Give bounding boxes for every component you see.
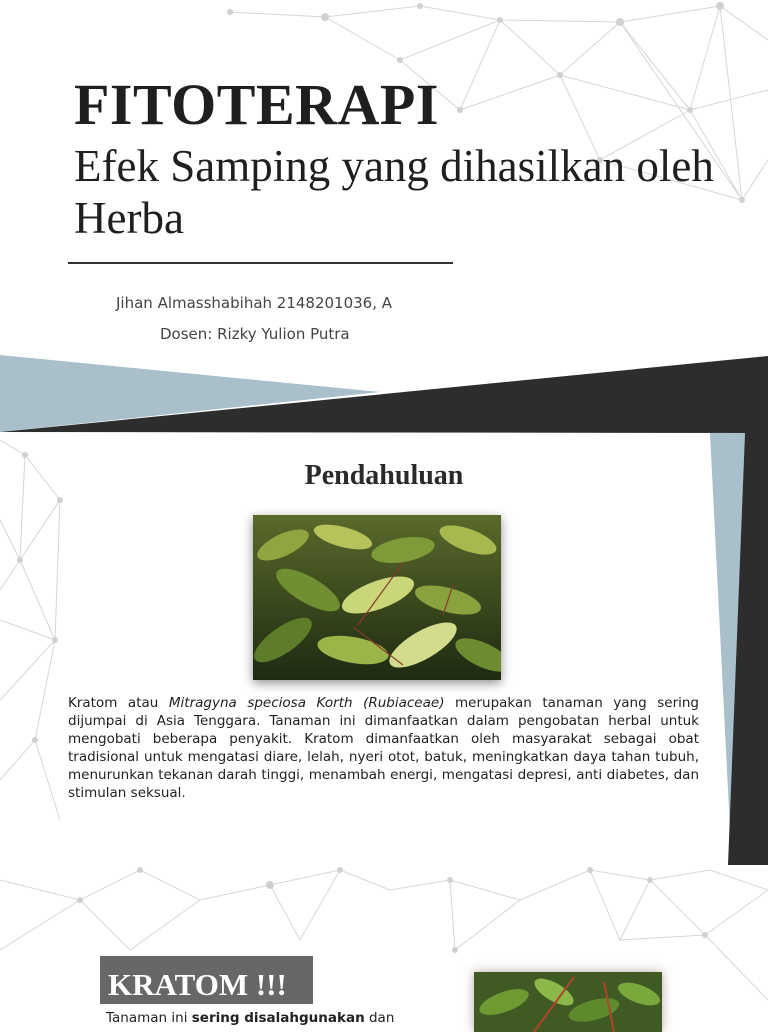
para-species: Mitragyna speciosa Korth (Rubiaceae): [168, 695, 445, 711]
para-lead: Kratom atau: [68, 695, 159, 711]
page-title: FITOTERAPI: [74, 72, 439, 137]
intro-paragraph: [68, 694, 699, 802]
page-subtitle: Efek Samping yang dihasilkan oleh Herba: [74, 141, 714, 243]
author-line: Jihan Almasshabihah 2148201036, A: [116, 294, 393, 312]
para-rest: merupakan tanaman yang sering dijumpai di Asia Tenggara. Tanaman ini dimanfaatkan dalam pengobatan herbal untuk mengobati beberapa penyakit. Kratom dimanfaatkan oleh masyarakat sebagai obat tradisional untuk mengatasi diare, lelah, nyeri otot, batuk, meningkatkan daya tahan tubuh, menurunkan tekanan darah tinggi, menambah energi, mengatasi depresi, anti diabetes, dan stimulan seksual.: [68, 695, 699, 801]
snippet-lead: Tanaman ini: [106, 1010, 188, 1026]
section-heading-pendahuluan: Pendahuluan: [304, 460, 464, 491]
kratom-badge: KRATOM !!!: [100, 956, 313, 1004]
title-divider: [68, 262, 453, 264]
snippet-tail: dan: [368, 1010, 395, 1026]
lecturer-line: Dosen: Rizky Yulion Putra: [160, 325, 350, 343]
kratom-leaves-photo: [253, 515, 501, 680]
snippet-bold: sering disalahgunakan: [191, 1010, 365, 1026]
kratom-plant-photo: [474, 972, 662, 1032]
